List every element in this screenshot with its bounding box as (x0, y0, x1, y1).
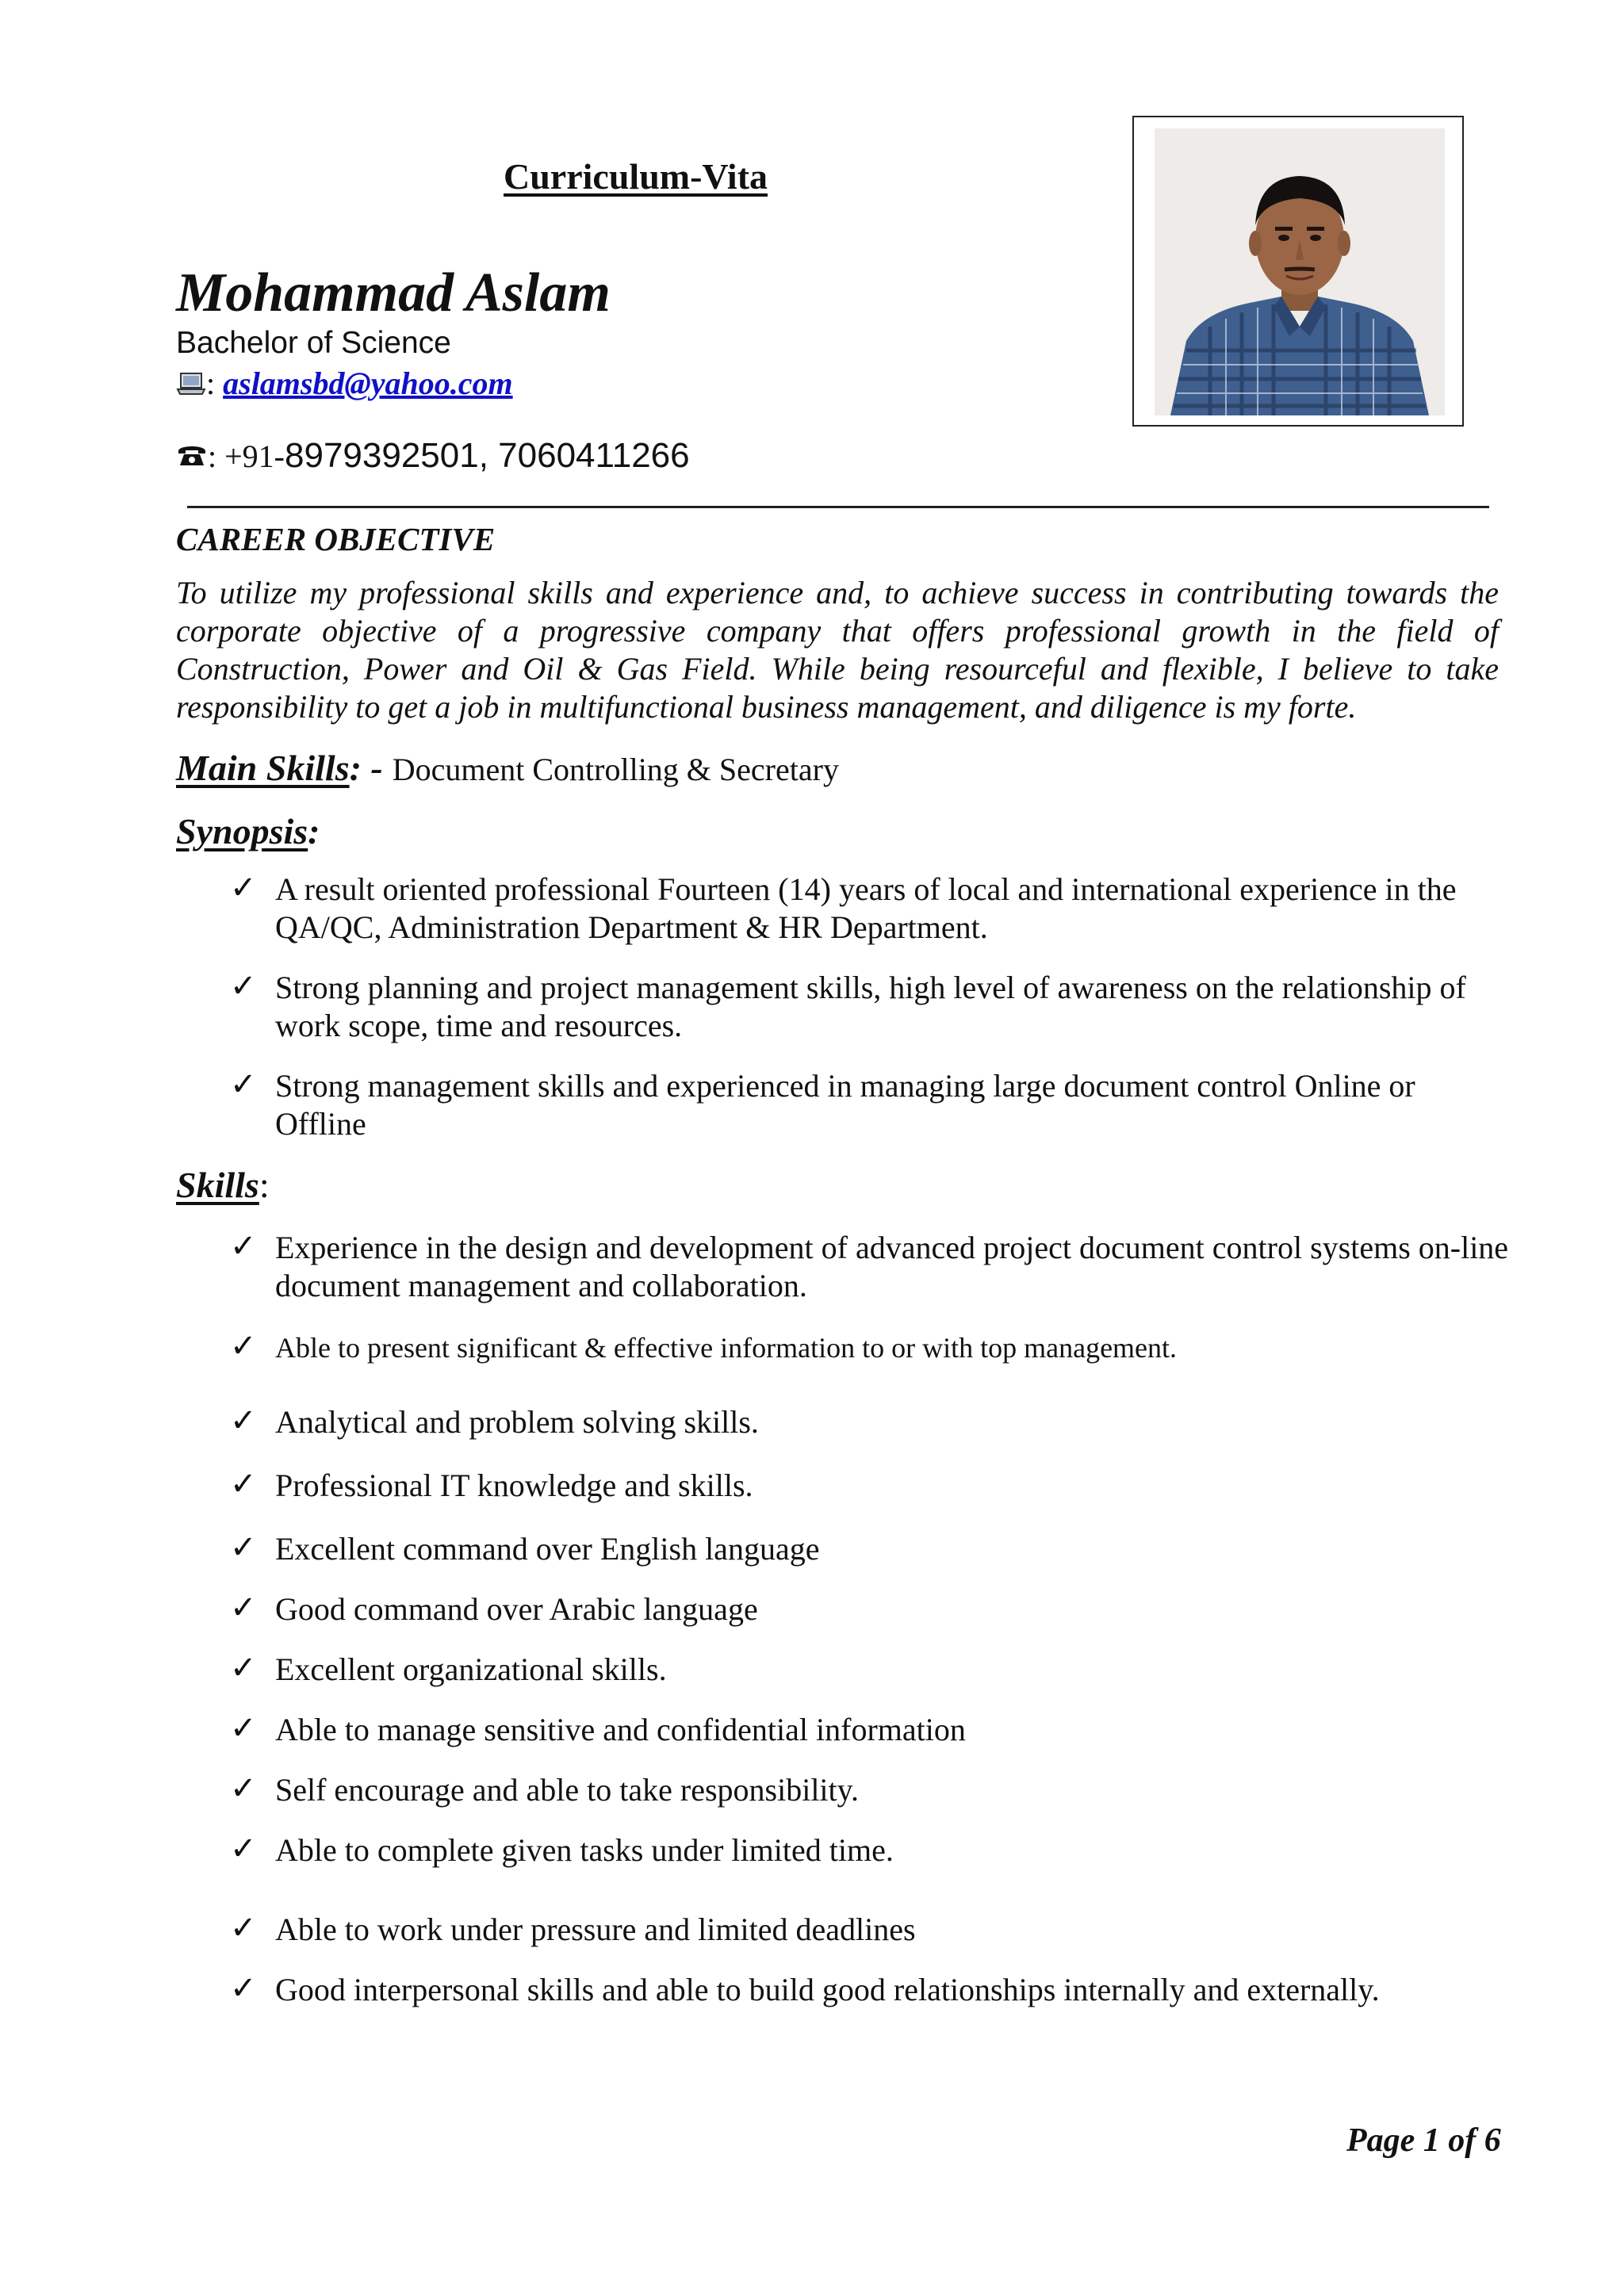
skill-item-text: Professional IT knowledge and skills. (275, 1468, 753, 1503)
checkmark-icon: ✓ (230, 1466, 257, 1502)
skill-item-text: Analytical and problem solving skills. (275, 1404, 759, 1440)
phone-numbers: 8979392501, 7060411266 (285, 436, 690, 475)
phone-separator: : (208, 438, 217, 474)
profile-photo (1155, 128, 1445, 415)
candidate-name: Mohammad Aslam (176, 262, 611, 323)
career-objective-heading: CAREER OBJECTIVE (176, 521, 496, 557)
telephone-icon (176, 443, 208, 467)
checkmark-icon: ✓ (230, 1228, 257, 1265)
checkmark-icon: ✓ (230, 1590, 257, 1626)
checkmark-icon: ✓ (230, 1831, 257, 1867)
skills-heading-line (176, 1164, 270, 1206)
checkmark-icon: ✓ (230, 1650, 257, 1686)
synopsis-item-text: Strong management skills and experienced in managing large document control Online or Offline (275, 1068, 1415, 1142)
checkmark-icon: ✓ (230, 968, 257, 1004)
skill-item-text: Able to work under pressure and limited deadlines (275, 1911, 916, 1947)
skill-item-text: Able to manage sensitive and confidential information (275, 1712, 966, 1747)
checkmark-icon: ✓ (230, 1328, 257, 1364)
synopsis-suffix: : (308, 811, 320, 851)
phone-country-code: +91- (224, 438, 285, 474)
checkmark-icon: ✓ (230, 870, 257, 906)
skills-heading: Skills (176, 1165, 259, 1205)
email-link[interactable]: aslamsbd@yahoo.com (223, 365, 513, 401)
checkmark-icon: ✓ (230, 1910, 257, 1946)
main-skills-value: Document Controlling & Secretary (392, 752, 839, 787)
profile-photo-frame (1132, 116, 1464, 427)
checkmark-icon: ✓ (230, 1770, 257, 1807)
skills-suffix: : (259, 1165, 270, 1205)
skill-item-text: Experience in the design and development of advanced project document control systems on-line document management and collaboration. (275, 1230, 1509, 1303)
skill-item-text: Able to present significant & effective information to or with top management. (275, 1332, 1178, 1364)
document-title: Curriculum-Vita (504, 156, 768, 197)
skill-item-text: Self encourage and able to take responsibility. (275, 1772, 860, 1808)
checkmark-icon: ✓ (230, 1710, 257, 1747)
main-skills-heading: Main Skills (176, 748, 350, 788)
skill-item-text: Excellent command over English language (275, 1531, 820, 1567)
synopsis-item-text: A result oriented professional Fourteen (14) years of local and international experience in the QA/QC, Administration Department & HR Department. (275, 871, 1457, 945)
main-skills-suffix: : - (349, 748, 383, 788)
candidate-degree: Bachelor of Science (176, 326, 451, 360)
email-line (176, 365, 513, 402)
page-number: Page 1 of 6 (1346, 2122, 1501, 2159)
career-objective-text: To utilize my professional skills and experience and, to achieve success in contributing towards the corporate objective of a progressive company that offers professional growth in the field of Construction, Power and Oil & Gas Field. While being resourceful and flexible, I believe to take responsibility to get a job in multifunctional business management, and diligence is my forte. (176, 575, 1499, 725)
checkmark-icon: ✓ (230, 1402, 257, 1439)
header-divider (187, 506, 1489, 508)
main-skills-line (176, 747, 839, 789)
skill-item-text: Good interpersonal skills and able to build good relationships internally and externally. (275, 1972, 1380, 2007)
skill-item-text: Good command over Arabic language (275, 1591, 758, 1627)
phone-line (176, 436, 690, 476)
laptop-icon (176, 372, 206, 396)
skill-item-text: Excellent organizational skills. (275, 1651, 667, 1687)
checkmark-icon: ✓ (230, 1970, 257, 2007)
synopsis-heading-line (176, 810, 320, 852)
skill-item-text: Able to complete given tasks under limited time. (275, 1832, 894, 1868)
checkmark-icon: ✓ (230, 1529, 257, 1566)
email-separator: : (206, 365, 216, 401)
synopsis-item-text: Strong planning and project management skills, high level of awareness on the relationship of work scope, time and resources. (275, 970, 1466, 1043)
checkmark-icon: ✓ (230, 1066, 257, 1103)
synopsis-heading: Synopsis (176, 811, 308, 851)
